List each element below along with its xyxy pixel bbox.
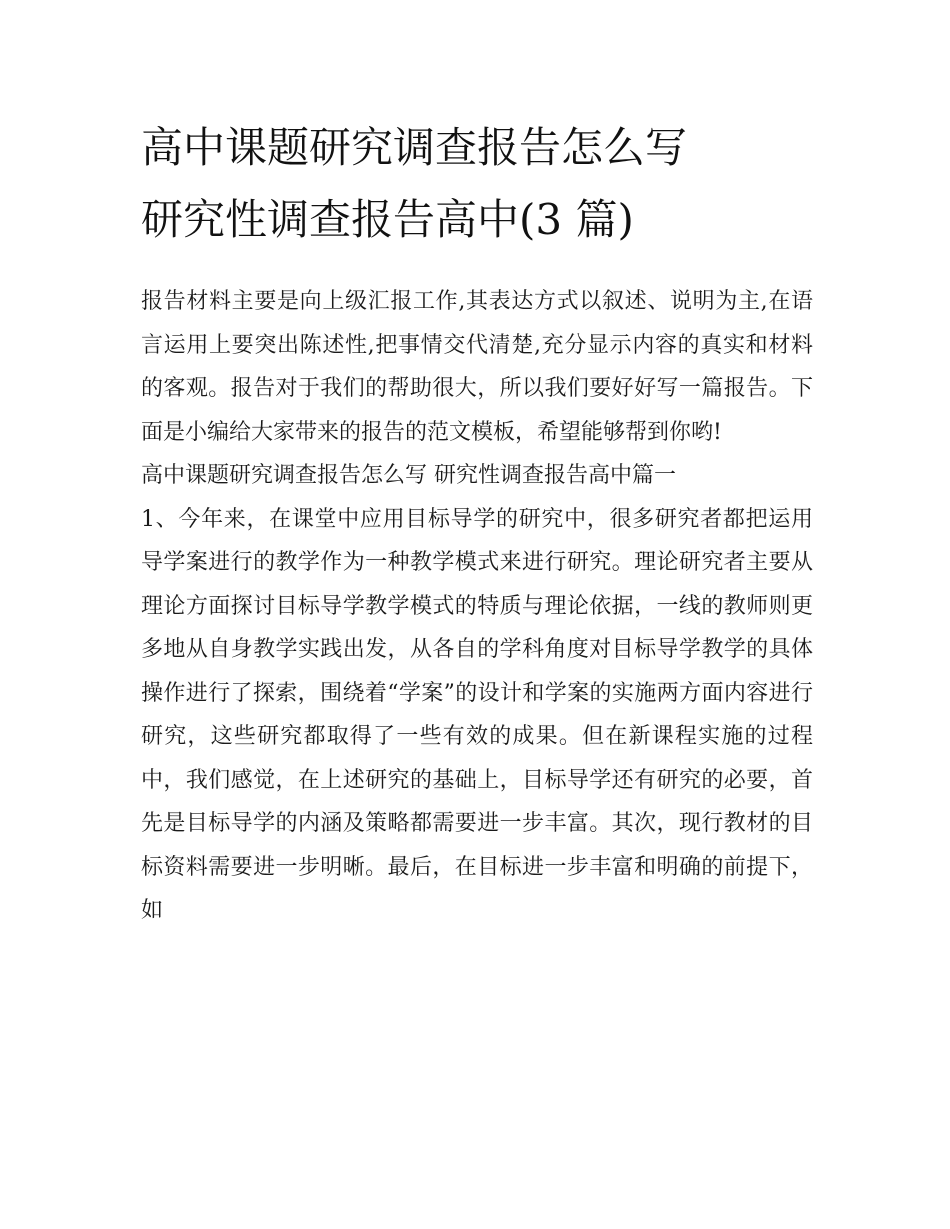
- document-title-line-1: 高中课题研究调查报告怎么写: [141, 123, 688, 172]
- document-title-line-2: 研究性调查报告高中(3 篇): [141, 195, 634, 244]
- document-title: [141, 112, 813, 256]
- section-paragraph: 1、今年来，在课堂中应用目标导学的研究中，很多研究者都把运用导学案进行的教学作为一种教学模式来进行研究。理论研究者主要从理论方面探讨目标导学教学模式的特质与理论依据，一线的教师则更多地从自身教学实践出发，从各自的学科角度对目标导学教学的具体操作进行了探索，围绕着“学案”的设计和学案的实施两方面内容进行研究，这些研究都取得了一些有效的成果。但在新课程实施的过程中，我们感觉，在上述研究的基础上，目标导学还有研究的必要，首先是目标导学的内涵及策略都需要进一步丰富。其次，现行教材的目标资料需要进一步明晰。最后，在目标进一步丰富和明确的前提下，如: [141, 506, 813, 923]
- section-heading: 高中课题研究调查报告怎么写 研究性调查报告高中篇一: [141, 463, 676, 488]
- document-body: [141, 280, 813, 933]
- intro-paragraph: 报告材料主要是向上级汇报工作,其表达方式以叙述、说明为主,在语言运用上要突出陈述性,把事情交代清楚,充分显示内容的真实和材料的客观。报告对于我们的帮助很大，所以我们要好好写一篇报告。下面是小编给大家带来的报告的范文模板，希望能够帮到你哟!: [141, 289, 813, 445]
